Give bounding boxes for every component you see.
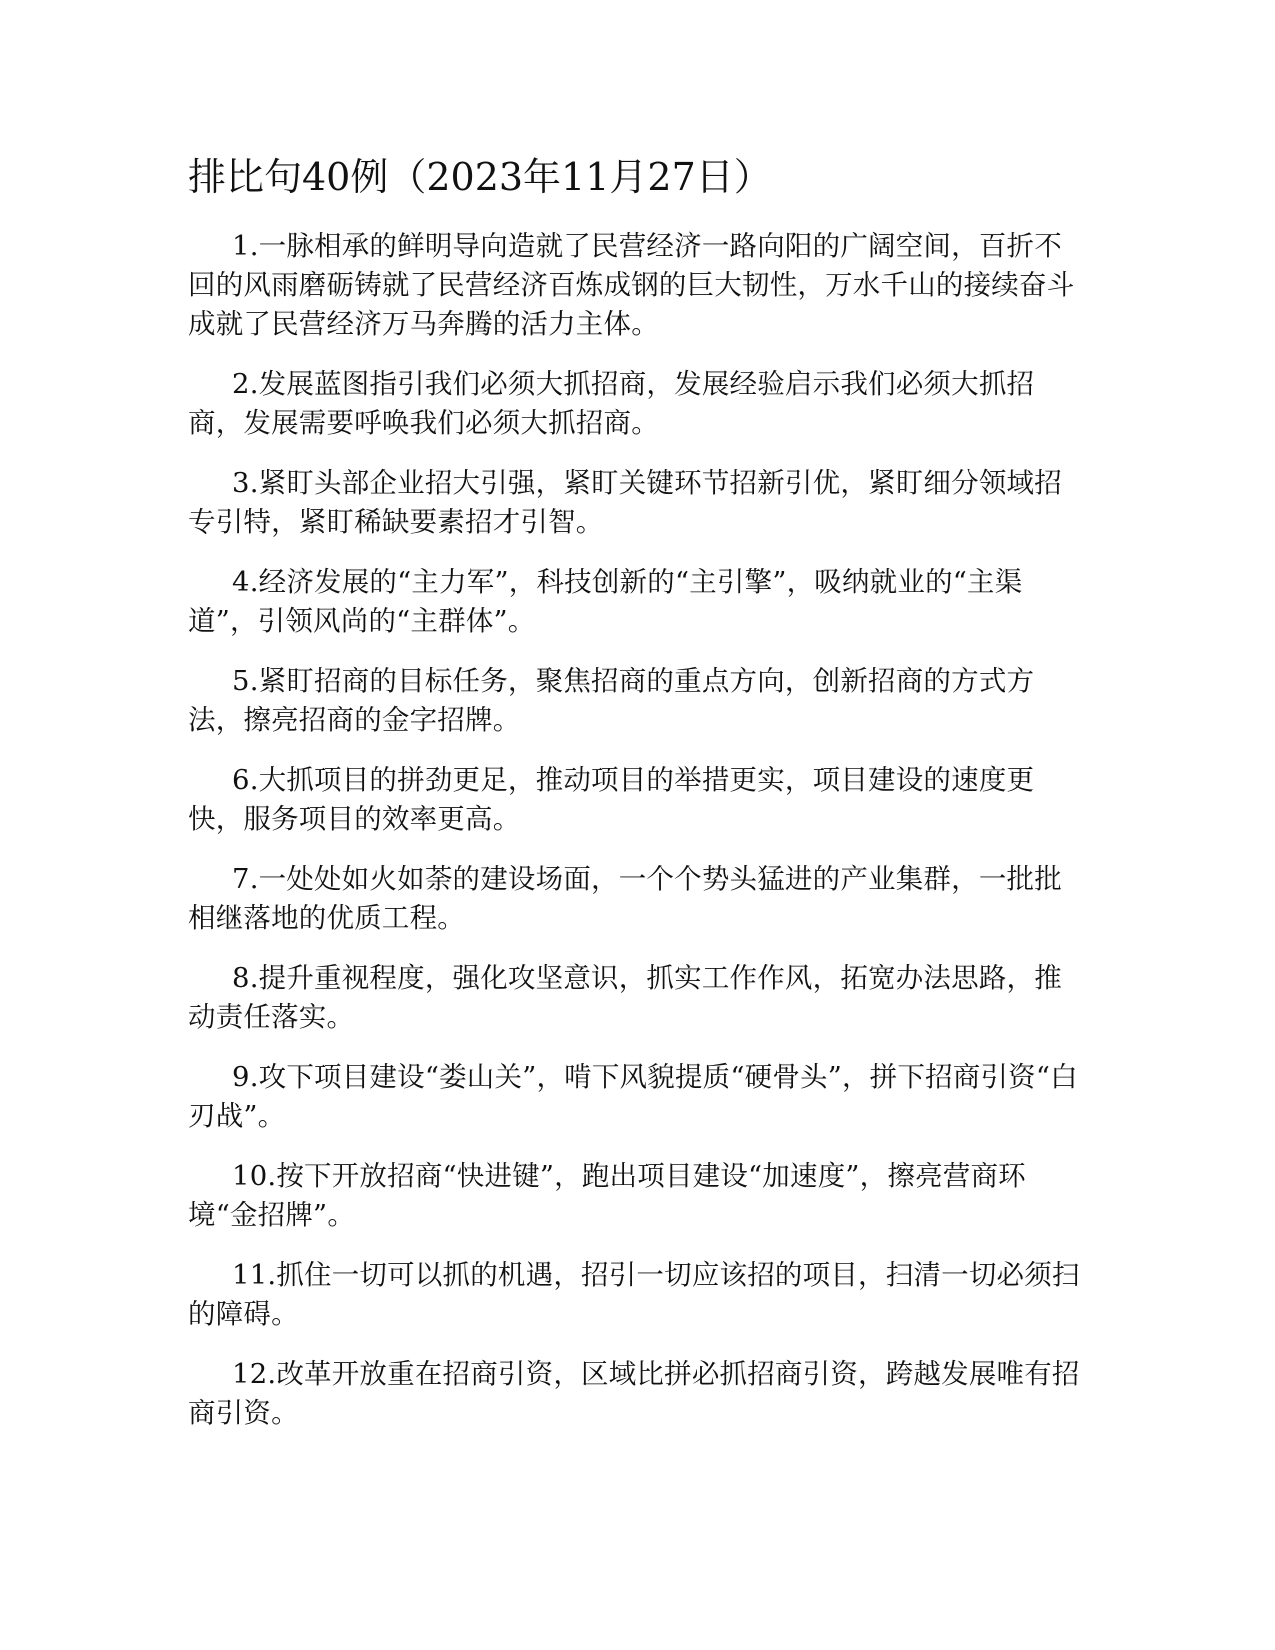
- paragraph-9: 9.攻下项目建设“娄山关”，啃下风貌提质“硬骨头”，拼下招商引资“白刃战”。: [188, 1061, 1078, 1132]
- paragraph-7: 7.一处处如火如荼的建设场面，一个个势头猛进的产业集群，一批批相继落地的优质工程。: [188, 863, 1062, 934]
- paragraph-2: 2.发展蓝图指引我们必须大抓招商，发展经验启示我们必须大抓招商，发展需要呼唤我们必须大抓招商。: [188, 368, 1035, 439]
- paragraph-3: 3.紧盯头部企业招大引强，紧盯关键环节招新引优，紧盯细分领域招专引特，紧盯稀缺要素招才引智。: [188, 467, 1062, 538]
- paragraph-5: 5.紧盯招商的目标任务，聚焦招商的重点方向，创新招商的方式方法，擦亮招商的金字招牌。: [188, 665, 1035, 736]
- document-title: 排比句40例（2023年11月27日）: [188, 155, 772, 199]
- paragraph-6: 6.大抓项目的拼劲更足，推动项目的举措更实，项目建设的速度更快，服务项目的效率更高。: [188, 764, 1035, 835]
- document-body: [188, 227, 1088, 1454]
- paragraph-1: 1.一脉相承的鲜明导向造就了民营经济一路向阳的广阔空间，百折不回的风雨磨砺铸就了民营经济百炼成钢的巨大韧性，万水千山的接续奋斗成就了民营经济万马奔腾的活力主体。: [188, 230, 1075, 340]
- paragraph-4: 4.经济发展的“主力军”，科技创新的“主引擎”，吸纳就业的“主渠道”，引领风尚的“主群体”。: [188, 566, 1023, 637]
- paragraph-8: 8.提升重视程度，强化攻坚意识，抓实工作作风，拓宽办法思路，推动责任落实。: [188, 962, 1062, 1033]
- paragraph-10: 10.按下开放招商“快进键”，跑出项目建设“加速度”，擦亮营商环境“金招牌”。: [188, 1160, 1026, 1231]
- paragraph-11: 11.抓住一切可以抓的机遇，招引一切应该招的项目，扫清一切必须扫的障碍。: [188, 1259, 1080, 1330]
- paragraph-12: 12.改革开放重在招商引资，区域比拼必抓招商引资，跨越发展唯有招商引资。: [188, 1358, 1080, 1429]
